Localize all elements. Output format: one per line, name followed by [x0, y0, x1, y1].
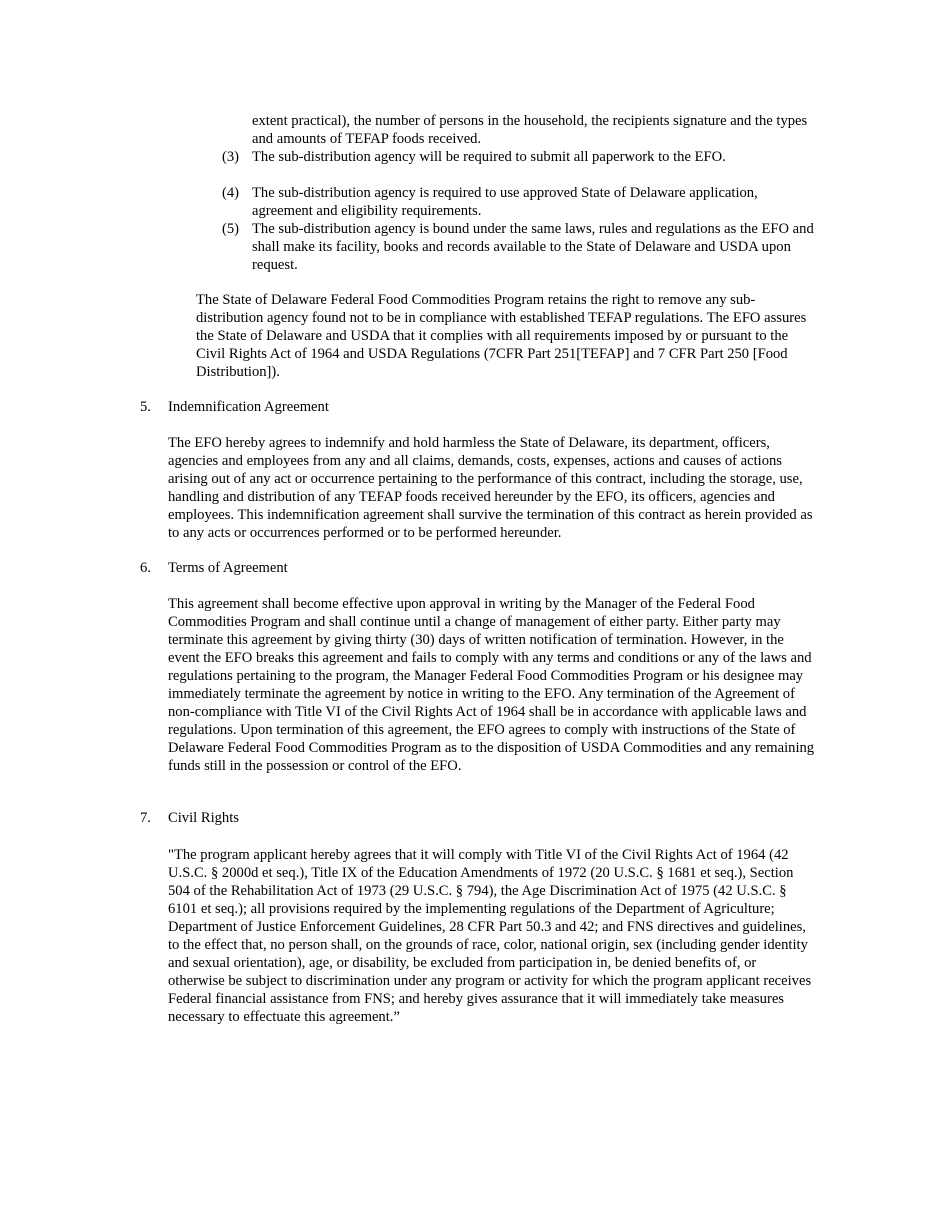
section-title: Indemnification Agreement — [168, 399, 329, 415]
sub-item-text: The sub-distribution agency is required to use approved State of Delaware application, agreement and eligibility requirements. — [252, 185, 758, 219]
section-number: 7. — [140, 810, 151, 826]
sub-item-5 — [222, 220, 817, 274]
sub-item-4 — [222, 184, 817, 220]
continuation-text: extent practical), the number of persons in the household, the recipients signature and the types and amounts of TEFAP foods received. — [252, 113, 808, 147]
sub-item-number: (3) — [222, 149, 240, 165]
section-6-body: This agreement shall become effective upon approval in writing by the Manager of the Federal Food Commodities Program and shall continue until a change of management of either party. Either party may terminate this agreement by giving thirty (30) days of written notification of termination. However, in the event the EFO breaks this agreement and fails to comply with any terms and conditions or any of the laws and regulations pertaining to the program, the Manager Federal Food Commodities Program or his designee may immediately terminate the agreement by notice in writing to the EFO. Any termination of the Agreement of non-compliance with Title VI of the Civil Rights Act of 1964 shall be in accordance with applicable laws and regulations. Upon termination of this agreement, the EFO agrees to comply with instructions of the State of Delaware Federal Food Commodities Program as to the disposition of USDA Commodities and any remaining funds still in the possession or control of the EFO. — [168, 596, 815, 774]
sub-item-text: The sub-distribution agency will be required to submit all paperwork to the EFO. — [252, 149, 726, 165]
section-title: Terms of Agreement — [168, 560, 288, 576]
section-title: Civil Rights — [168, 810, 239, 826]
sub-item-3 — [222, 148, 817, 166]
section-6-heading — [140, 559, 820, 577]
section-number: 6. — [140, 560, 151, 576]
sub-item-number: (5) — [222, 221, 240, 237]
section-7-heading — [140, 809, 820, 827]
sub-item-number: (4) — [222, 185, 240, 201]
section-number: 5. — [140, 399, 151, 415]
sub-item-text: The sub-distribution agency is bound under the same laws, rules and regulations as the EFO and shall make its facility, books and records available to the State of Delaware and USDA upon request. — [252, 221, 814, 273]
section-7-body: "The program applicant hereby agrees that it will comply with Title VI of the Civil Rights Act of 1964 (42 U.S.C. § 2000d et seq.), Title IX of the Education Amendments of 1972 (20 U.S.C. § 1681 et seq.), Section 504 of the Rehabilitation Act of 1973 (29 U.S.C. § 794), the Age Discrimination Act of 1975 (42 U.S.C. § 6101 et seq.); all provisions required by the implementing regulations of the Department of Agriculture; Department of Justice Enforcement Guidelines, 28 CFR Part 50.3 and 42; and FNS directives and guidelines, to the effect that, no person shall, on the grounds of race, color, national origin, sex (including gender identity and sexual orientation), age, or disability, be excluded from participation in, be denied benefits of, or otherwise be subject to discrimination under any program or activity for which the program applicant receives Federal financial assistance from FNS; and hereby gives assurance that it will immediately take measures necessary to effectuate this agreement.” — [168, 847, 812, 1025]
section-5-body: The EFO hereby agrees to indemnify and hold harmless the State of Delaware, its department, officers, agencies and employees from any and all claims, demands, costs, expenses, actions and causes of actions arising out of any act or occurrence pertaining to the performance of this contract, including the storage, use, handling and distribution of any TEFAP foods received hereunder by the EFO, its officers, agencies and employees. This indemnification agreement shall survive the termination of this contract as herein provided as to any acts or occurrences performed or to be performed hereunder. — [168, 435, 813, 541]
section-5-heading — [140, 398, 820, 416]
rights-paragraph: The State of Delaware Federal Food Commodities Program retains the right to remove any sub-distribution agency found not to be in compliance with established TEFAP regulations. The EFO assures the State of Delaware and USDA that it complies with all requirements imposed by or pursuant to the Civil Rights Act of 1964 and USDA Regulations (7CFR Part 251[TEFAP] and 7 CFR Part 250 [Food Distribution]). — [196, 292, 807, 380]
